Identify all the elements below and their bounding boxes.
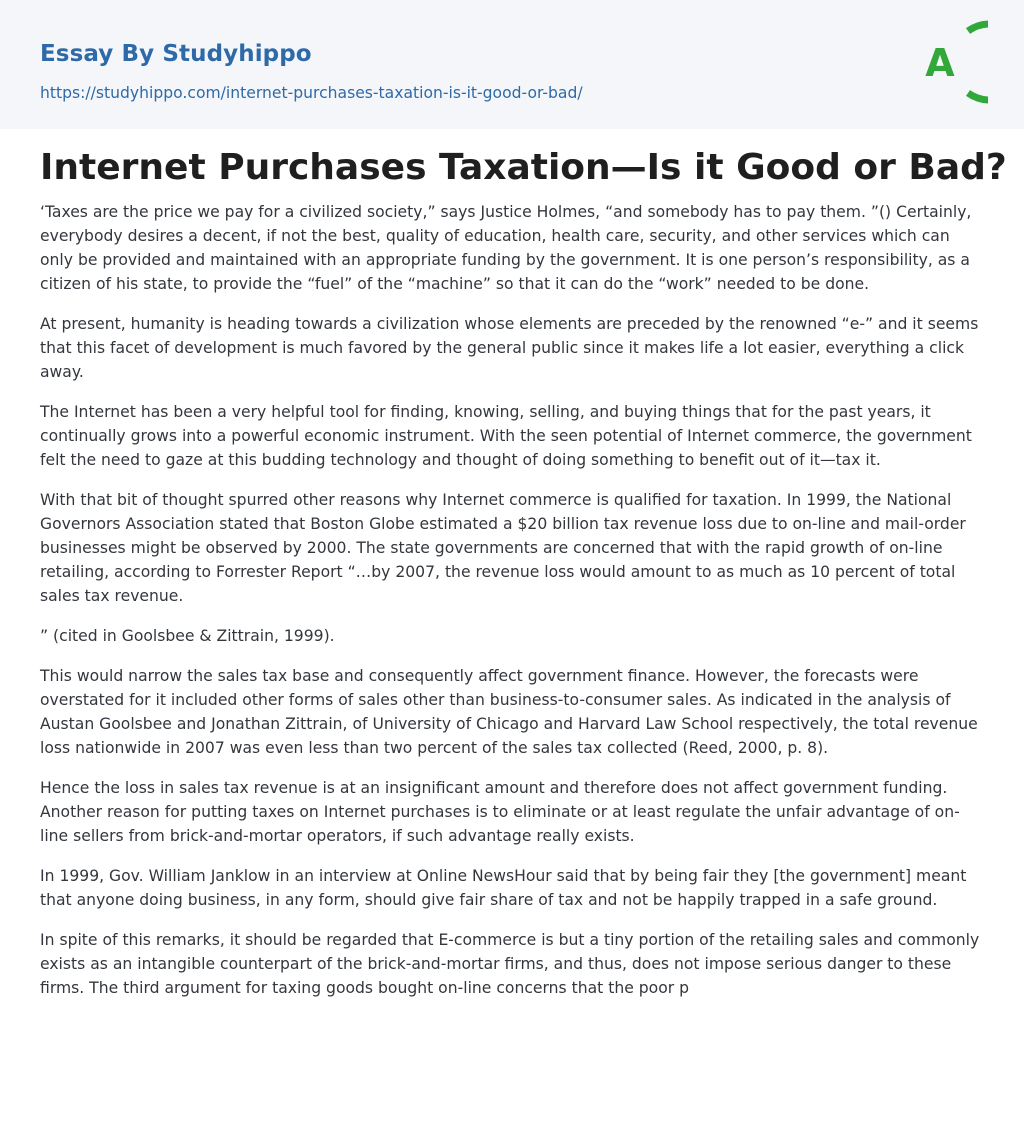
brand-name[interactable]: Essay By Studyhippo (40, 41, 312, 67)
article-title: Internet Purchases Taxation—Is it Good or Bad? (40, 147, 1007, 188)
paragraph-7: Hence the loss in sales tax revenue is at an insignificant amount and therefore does not affect government funding. Another reason for putting taxes on Internet purchases is to eliminate or at least regulate the unfair advantage of on-line sellers from brick-and-mortar operators, if such advantage really exists. (40, 779, 960, 845)
paragraph-3: The Internet has been a very helpful tool for finding, knowing, selling, and buying things that for the past years, it continually grows into a powerful economic instrument. With the seen potential of Internet commerce, the government felt the need to gaze at this budding technology and thought of doing something to benefit out of it—tax it. (40, 403, 972, 469)
studyhippo-logo-icon[interactable] (900, 18, 988, 106)
site-header (0, 0, 1024, 129)
source-url-link[interactable]: https://studyhippo.com/internet-purchases-taxation-is-it-good-or-bad/ (40, 84, 583, 102)
article-body (40, 200, 986, 1016)
paragraph-5: ” (cited in Goolsbee & Zittrain, 1999). (40, 627, 335, 645)
paragraph-4: With that bit of thought spurred other reasons why Internet commerce is qualified for taxation. In 1999, the National Governors Association stated that Boston Globe estimated a $20 billion tax revenue loss due to on-line and mail-order businesses might be observed by 2000. The state governments are concerned that with the rapid growth of on-line retailing, according to Forrester Report “…by 2007, the revenue loss would amount to as much as 10 percent of total sales tax revenue. (40, 491, 966, 605)
paragraph-8: In 1999, Gov. William Janklow in an interview at Online NewsHour said that by being fair they [the government] meant that anyone doing business, in any form, should give fair share of tax and not be happily trapped in a safe ground. (40, 867, 967, 909)
paragraph-9: In spite of this remarks, it should be regarded that E-commerce is but a tiny portion of the retailing sales and commonly exists as an intangible counterpart of the brick-and-mortar firms, and thus, does not impose serious danger to these firms. The third argument for taxing goods bought on-line concerns that the poor p (40, 931, 980, 997)
logo-letter: A (925, 41, 955, 85)
paragraph-1: ‘Taxes are the price we pay for a civilized society,” says Justice Holmes, “and somebody has to pay them. ”() Certainly, everybody desires a decent, if not the best, quality of education, health care, security, and other services which can only be provided and maintained with an appropriate funding by the government. It is one person’s responsibility, as a citizen of his state, to provide the “fuel” of the “machine” so that it can do the “work” needed to be done. (40, 203, 972, 293)
paragraph-2: At present, humanity is heading towards a civilization whose elements are preceded by the renowned “e-” and it seems that this facet of development is much favored by the general public since it makes life a lot easier, everything a click away. (40, 315, 979, 381)
paragraph-6: This would narrow the sales tax base and consequently affect government finance. However, the forecasts were overstated for it included other forms of sales other than business-to-consumer sales. As indicated in the analysis of Austan Goolsbee and Jonathan Zittrain, of University of Chicago and Harvard Law School respectively, the total revenue loss nationwide in 2007 was even less than two percent of the sales tax collected (Reed, 2000, p. 8). (40, 667, 978, 757)
